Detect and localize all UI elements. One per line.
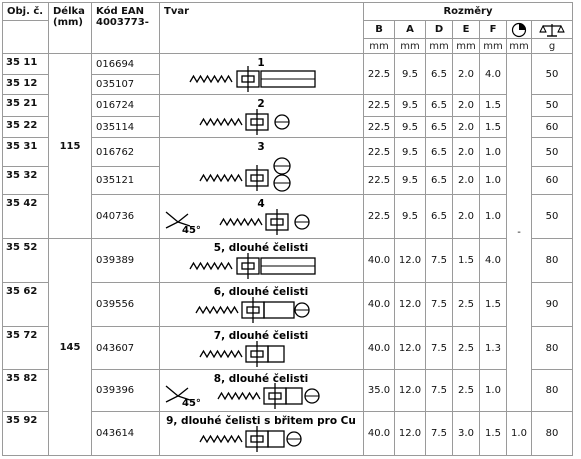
shape-label: 6, dlouhé čelisti [213, 286, 309, 298]
shape-cell-2 [160, 95, 364, 138]
shape-cell-4 [160, 195, 364, 239]
angle-label: 45° [182, 398, 201, 409]
value-b: 22.5 [364, 138, 395, 167]
shape-label: 7, dlouhé čelisti [213, 330, 309, 342]
header-kod-ean [92, 3, 160, 54]
value-d: 6.5 [426, 195, 453, 239]
value-e: 2.0 [453, 195, 480, 239]
ean-code: 016724 [92, 95, 160, 117]
shape-label: 8, dlouhé čelisti [213, 373, 309, 385]
header-delka [49, 3, 92, 54]
value-f: 1.0 [480, 167, 507, 195]
tool-shape-drawing [160, 327, 363, 368]
unit-label: mm [395, 39, 426, 54]
shape-label: 9, dlouhé čelisti s břitem pro Cu [166, 415, 356, 427]
header-delka-line2: (mm) [53, 17, 83, 28]
header-col-a: A [395, 21, 426, 39]
value-g: 80 [532, 412, 573, 456]
spring-zigzag [200, 436, 242, 442]
ean-code: 043607 [92, 327, 160, 370]
value-d: 6.5 [426, 138, 453, 167]
spring-zigzag [220, 219, 262, 225]
value-f: 1.5 [480, 283, 507, 327]
value-d: 6.5 [426, 95, 453, 117]
spring-zigzag [190, 76, 232, 82]
shape-cell-9 [160, 412, 364, 456]
header-weight-icon-cell [532, 21, 573, 39]
ean-code: 043614 [92, 412, 160, 456]
value-g: 50 [532, 195, 573, 239]
ean-code: 039556 [92, 283, 160, 327]
unit-label: mm [507, 39, 532, 54]
shape-cell-1 [160, 54, 364, 95]
value-f: 1.0 [480, 370, 507, 412]
shape-cell-5 [160, 239, 364, 283]
header-wire-icon-cell [507, 21, 532, 39]
value-a: 12.0 [395, 327, 426, 370]
value-d: 6.5 [426, 167, 453, 195]
value-g: 80 [532, 239, 573, 283]
obj-number: 35 72 [3, 327, 49, 370]
obj-number: 35 42 [3, 195, 49, 239]
value-b: 40.0 [364, 412, 395, 456]
header-kod-line2: 4003773- [96, 17, 149, 28]
tool-shape-drawing [160, 283, 363, 325]
value-wire: - [507, 54, 532, 412]
value-wire: 1.0 [507, 412, 532, 456]
value-b: 22.5 [364, 167, 395, 195]
length-value: 115 [49, 54, 92, 239]
value-f: 4.0 [480, 239, 507, 283]
angle-label: 45° [182, 225, 201, 236]
value-a: 12.0 [395, 239, 426, 283]
value-g: 60 [532, 167, 573, 195]
header-col-f: F [480, 21, 507, 39]
ean-code: 016694 [92, 54, 160, 75]
obj-number: 35 82 [3, 370, 49, 412]
unit-label: mm [426, 39, 453, 54]
header-col-b: B [364, 21, 395, 39]
tool-shape-drawing [160, 239, 363, 281]
shape-cell-6 [160, 283, 364, 327]
shape-label: 2 [257, 98, 265, 110]
tool-shape-drawing [160, 54, 363, 93]
ean-code: 016762 [92, 138, 160, 167]
value-f: 1.5 [480, 117, 507, 138]
value-g: 80 [532, 327, 573, 370]
shape-cell-3 [160, 138, 364, 195]
spring-zigzag [200, 119, 242, 125]
value-a: 9.5 [395, 95, 426, 117]
value-a: 9.5 [395, 117, 426, 138]
header-obj-c: Obj. č. [3, 3, 49, 21]
value-a: 9.5 [395, 138, 426, 167]
value-f: 4.0 [480, 54, 507, 95]
ean-code: 035121 [92, 167, 160, 195]
value-d: 6.5 [426, 117, 453, 138]
value-b: 35.0 [364, 370, 395, 412]
unit-label: mm [364, 39, 395, 54]
value-e: 2.0 [453, 117, 480, 138]
value-a: 12.0 [395, 412, 426, 456]
header-col-e: E [453, 21, 480, 39]
value-d: 7.5 [426, 327, 453, 370]
header-kod-line1: Kód EAN [96, 6, 145, 17]
scale-weight-icon [539, 22, 565, 38]
value-f: 1.5 [480, 95, 507, 117]
shape-label: 3 [257, 141, 265, 153]
spec-table [2, 2, 573, 456]
obj-number: 35 52 [3, 239, 49, 283]
tool-shape-drawing [160, 195, 363, 237]
value-a: 12.0 [395, 370, 426, 412]
ean-code: 035107 [92, 75, 160, 95]
value-a: 12.0 [395, 283, 426, 327]
value-e: 2.0 [453, 138, 480, 167]
header-tvar: Tvar [160, 3, 364, 54]
value-e: 2.0 [453, 167, 480, 195]
value-d: 7.5 [426, 370, 453, 412]
header-obj-blank [3, 21, 49, 54]
obj-number: 35 92 [3, 412, 49, 456]
spring-zigzag [190, 263, 232, 269]
value-g: 50 [532, 138, 573, 167]
value-b: 22.5 [364, 195, 395, 239]
spring-zigzag [196, 307, 238, 313]
shape-label: 5, dlouhé čelisti [213, 242, 309, 254]
table-row [3, 239, 573, 283]
value-d: 7.5 [426, 239, 453, 283]
shape-label: 1 [257, 57, 265, 69]
value-f: 1.3 [480, 327, 507, 370]
obj-number: 35 22 [3, 117, 49, 138]
tool-shape-drawing [160, 370, 363, 410]
shape-label: 4 [257, 198, 265, 210]
value-b: 22.5 [364, 117, 395, 138]
ean-code: 039396 [92, 370, 160, 412]
value-g: 50 [532, 54, 573, 95]
tool-shape-drawing [160, 138, 363, 193]
value-b: 22.5 [364, 95, 395, 117]
header-delka-line1: Délka [53, 6, 85, 17]
unit-label: mm [480, 39, 507, 54]
unit-label: g [532, 39, 573, 54]
value-d: 7.5 [426, 412, 453, 456]
value-g: 50 [532, 95, 573, 117]
value-b: 40.0 [364, 327, 395, 370]
value-e: 1.5 [453, 239, 480, 283]
value-g: 90 [532, 283, 573, 327]
obj-number: 35 21 [3, 95, 49, 117]
value-g: 60 [532, 117, 573, 138]
value-e: 2.0 [453, 95, 480, 117]
value-f: 1.0 [480, 138, 507, 167]
value-e: 2.5 [453, 283, 480, 327]
value-e: 3.0 [453, 412, 480, 456]
value-b: 40.0 [364, 239, 395, 283]
value-b: 22.5 [364, 54, 395, 95]
value-f: 1.0 [480, 195, 507, 239]
ean-code: 035114 [92, 117, 160, 138]
spring-zigzag [200, 351, 242, 357]
unit-label: mm [453, 39, 480, 54]
wire-diameter-icon [511, 22, 527, 38]
table-row [3, 54, 573, 75]
header-col-d: D [426, 21, 453, 39]
value-e: 2.5 [453, 327, 480, 370]
obj-number: 35 12 [3, 75, 49, 95]
value-a: 9.5 [395, 195, 426, 239]
value-e: 2.5 [453, 370, 480, 412]
shape-cell-8 [160, 370, 364, 412]
obj-number: 35 11 [3, 54, 49, 75]
value-f: 1.5 [480, 412, 507, 456]
spring-zigzag [218, 393, 260, 399]
value-d: 7.5 [426, 283, 453, 327]
spring-zigzag [200, 175, 242, 181]
shape-cell-7 [160, 327, 364, 370]
obj-number: 35 62 [3, 283, 49, 327]
value-e: 2.0 [453, 54, 480, 95]
value-a: 9.5 [395, 167, 426, 195]
obj-number: 35 32 [3, 167, 49, 195]
obj-number: 35 31 [3, 138, 49, 167]
header-rozmery: Rozměry [364, 3, 573, 21]
value-b: 40.0 [364, 283, 395, 327]
length-value: 145 [49, 239, 92, 456]
tool-shape-drawing [160, 412, 363, 454]
value-a: 9.5 [395, 54, 426, 95]
ean-code: 040736 [92, 195, 160, 239]
tool-shape-drawing [160, 95, 363, 136]
value-d: 6.5 [426, 54, 453, 95]
value-g: 80 [532, 370, 573, 412]
ean-code: 039389 [92, 239, 160, 283]
